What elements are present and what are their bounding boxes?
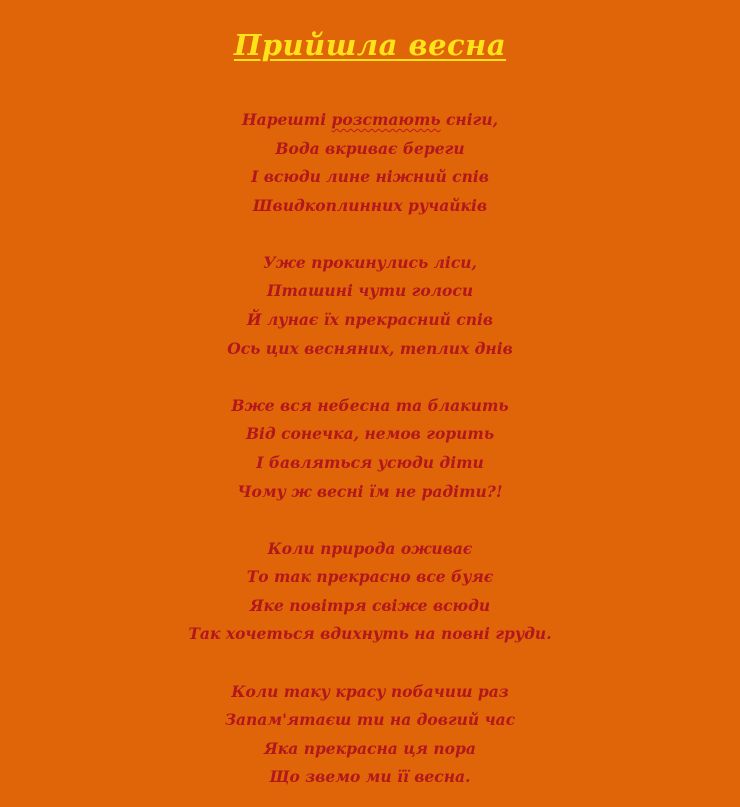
- poem-line: Коли природа оживає: [267, 538, 473, 558]
- poem-line: Яка прекрасна ця пора: [264, 738, 476, 758]
- poem-line: Так хочеться вдихнуть на повні груди.: [188, 624, 552, 644]
- stanza-4: [0, 535, 740, 649]
- poem-line: Що звемо ми її весна.: [269, 767, 471, 787]
- poem-line: То так прекрасно все буяє: [246, 567, 494, 587]
- poem-line: Нарешті розстають сніги,: [242, 110, 498, 129]
- poem-line: І всюди лине ніжний спів: [251, 167, 489, 187]
- poem-line: Запам'ятаєш ти на довгий час: [224, 710, 516, 730]
- spellcheck-underlined-word: розстають: [331, 110, 441, 129]
- poem-line: Яке повітря свіже всюди: [249, 595, 491, 615]
- poem-line: Уже прокинулись ліси,: [263, 252, 477, 272]
- poem-line: Чому ж весні їм не радіти?!: [237, 481, 503, 501]
- poem-line: Від сонечка, немов горить: [245, 424, 495, 444]
- poem-line: Вода вкриває береги: [275, 138, 465, 158]
- poem-line: Коли таку красу побачиш раз: [231, 681, 509, 701]
- poem-line: Швидкоплинних ручайків: [252, 195, 488, 215]
- poem-line: І бавляться усюди діти: [256, 452, 484, 472]
- poem-line: Й лунає їх прекрасний спів: [246, 310, 494, 330]
- poem-title: Прийшла весна: [233, 28, 507, 62]
- stanza-1: [0, 106, 740, 220]
- poem-body: [0, 106, 740, 807]
- stanza-5: [0, 678, 740, 792]
- poem-line: Ось цих весняних, теплих днів: [227, 338, 513, 358]
- poem-line: Вже вся небесна та блакить: [231, 395, 509, 415]
- stanza-3: [0, 392, 740, 506]
- stanza-2: [0, 249, 740, 363]
- poem-line: Пташині чути голоси: [266, 281, 474, 301]
